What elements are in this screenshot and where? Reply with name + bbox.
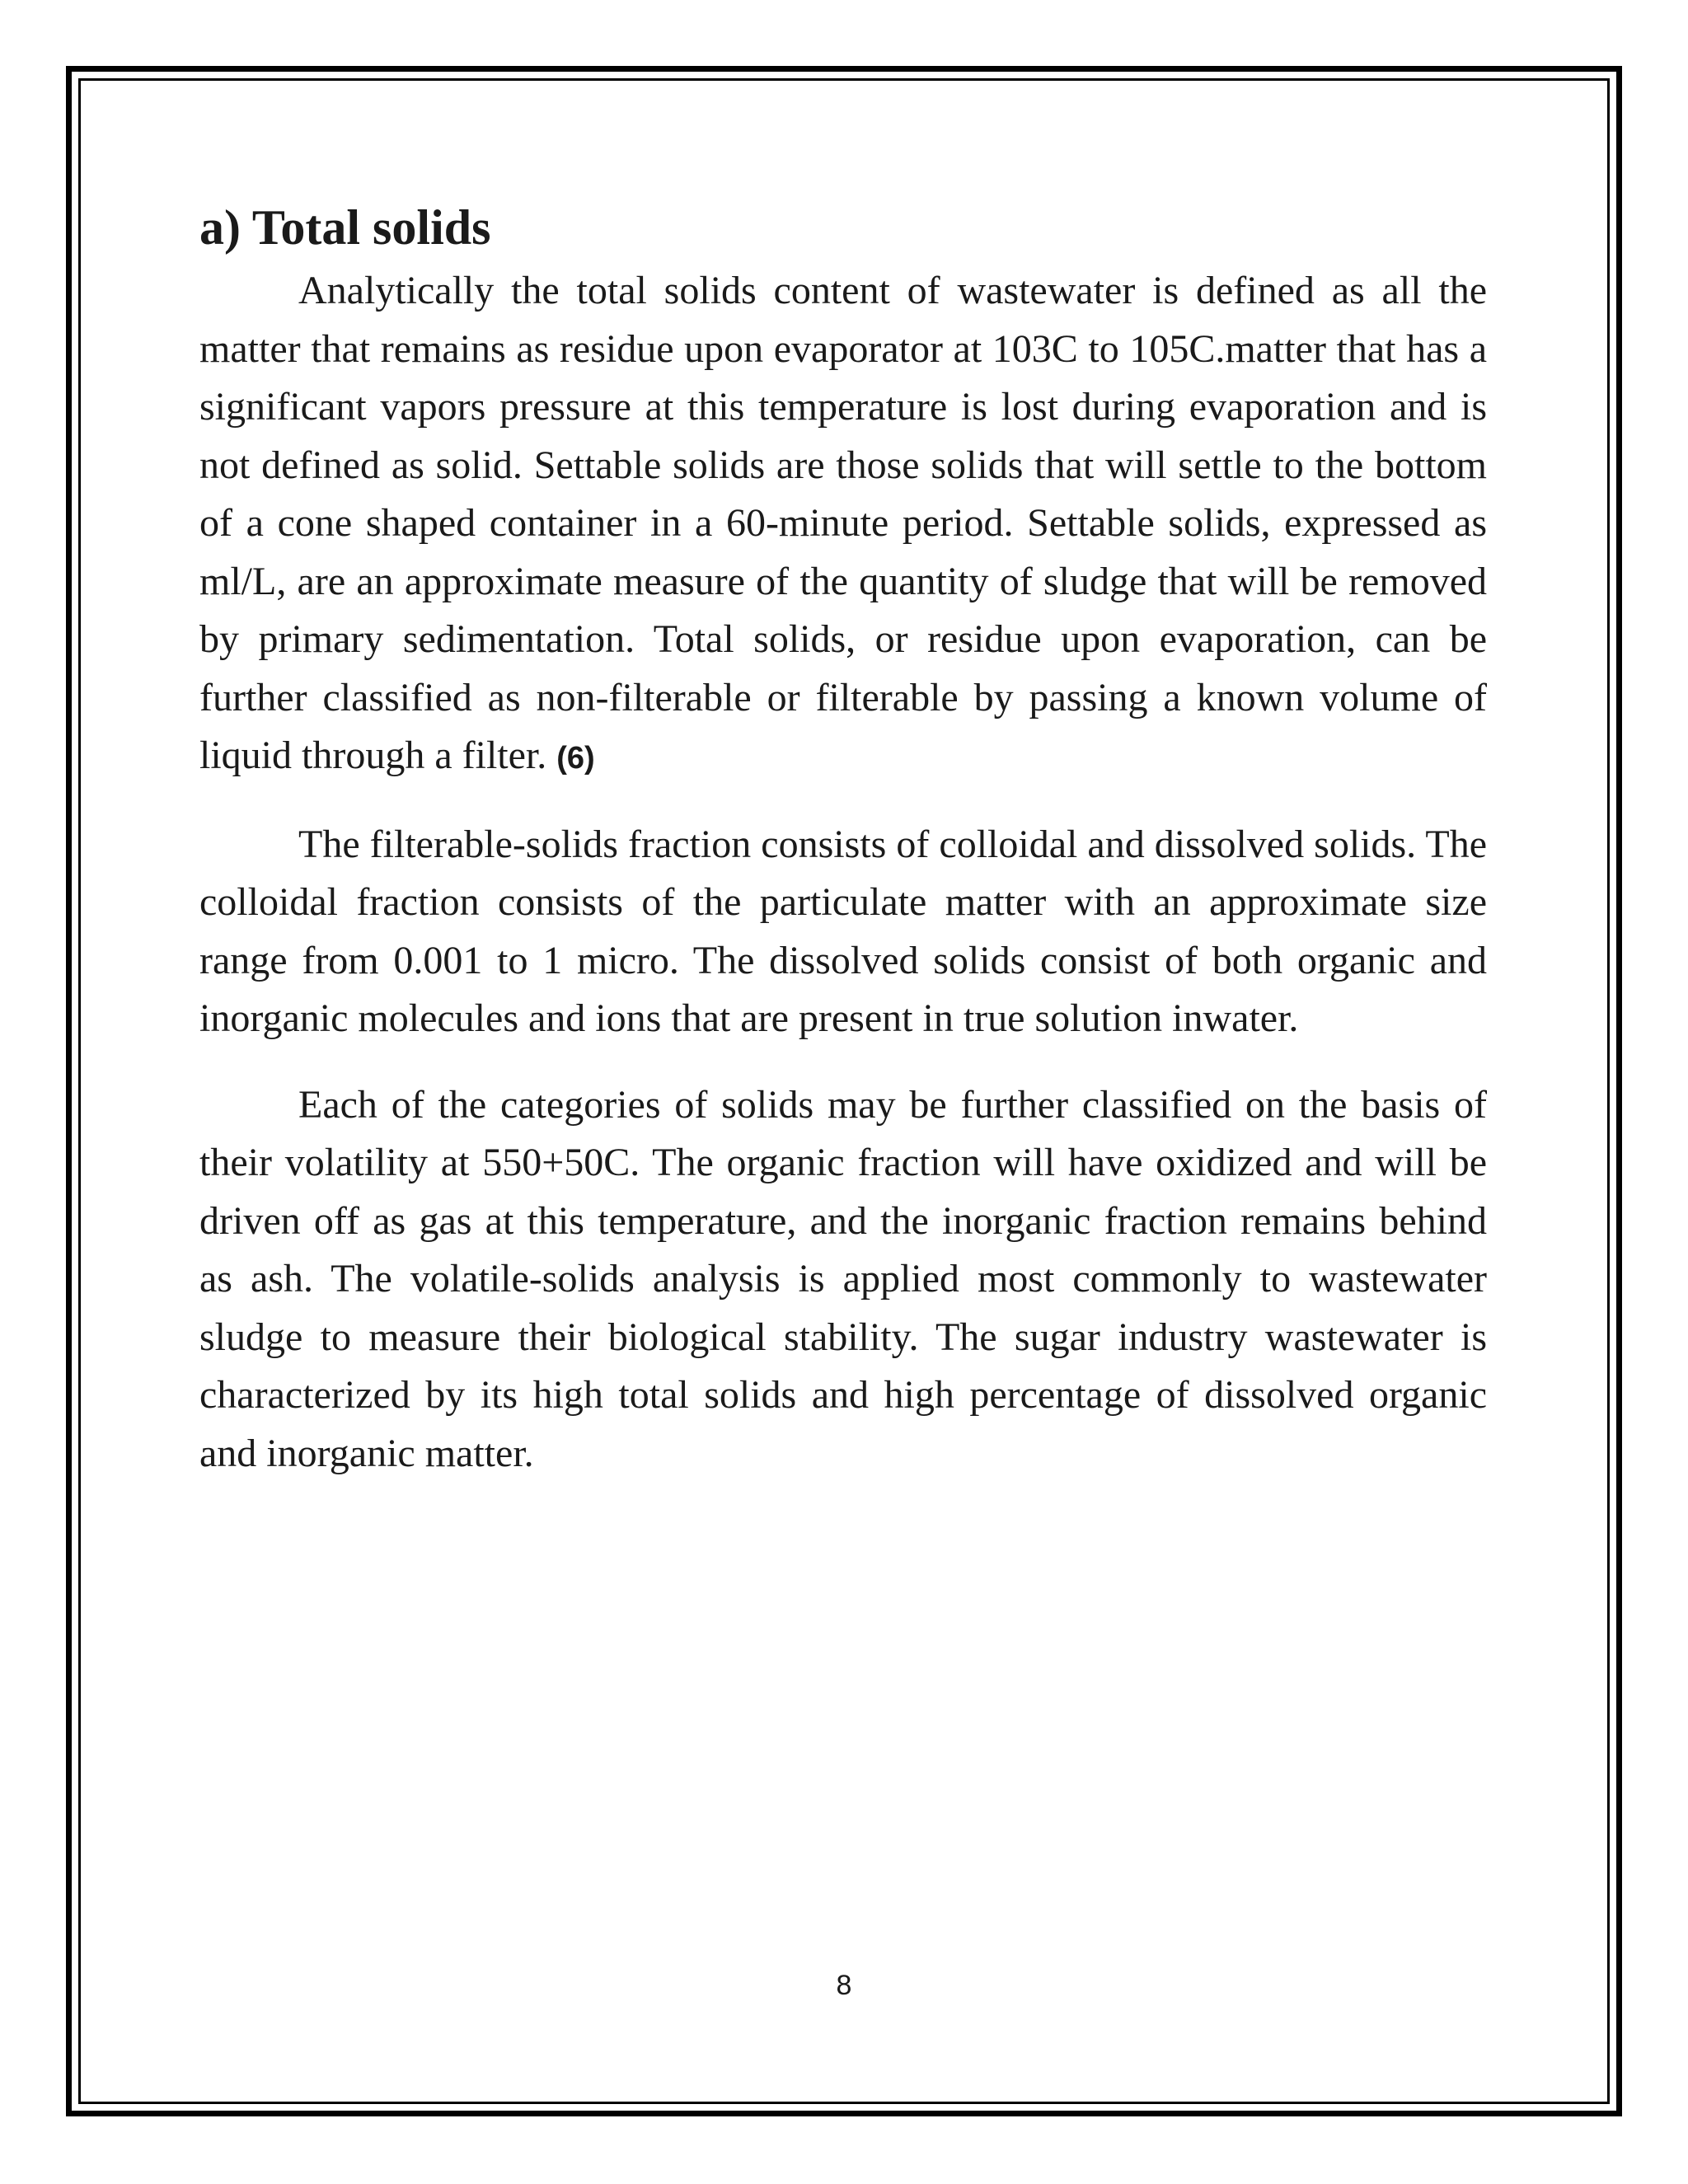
document-content <box>199 198 1487 1511</box>
section-heading: a) Total solids <box>199 200 491 255</box>
paragraph-text: Each of the categories of solids may be further classified on the basis of their volatility at 550+50C. The organic fraction will have oxidized and will be driven off as gas at this temperature, and the inorganic fraction remains behind as ash. The volatile-solids analysis is applied most commonly to wastewater sludge to measure their biological stability. The sugar industry wastewater is characterized by its high total solids and high percentage of dissolved organic and inorganic matter. <box>199 1082 1487 1475</box>
paragraph-filterable-solids <box>199 816 1487 1048</box>
citation-reference: (6) <box>556 741 595 776</box>
paragraph-total-solids-definition <box>199 262 1487 788</box>
page-number: 8 <box>836 1970 852 2001</box>
paragraph-text: Analytically the total solids content of wastewater is defined as all the matter that remains as residue upon evaporator at 103C to 105C.matter that has a significant vapors pressure at this temperature is lost during evaporation and is not defined as solid. Settable solids are those solids that will settle to the bottom of a cone shaped container in a 60-minute period. Settable solids, expressed as ml/L, are an approximate measure of the quantity of sludge that will be removed by primary sedimentation. Total solids, or residue upon evaporation, can be further classified as non-filterable or filterable by passing a known volume of liquid through a filter. <box>199 269 1487 777</box>
paragraph-text: The filterable-solids fraction consists of colloidal and dissolved solids. The colloidal fraction consists of the particulate matter with an approximate size range from 0.001 to 1 micro. The dissolved solids consist of both organic and inorganic molecules and ions that are present in true solution inwater. <box>199 822 1487 1040</box>
paragraph-volatility <box>199 1076 1487 1483</box>
